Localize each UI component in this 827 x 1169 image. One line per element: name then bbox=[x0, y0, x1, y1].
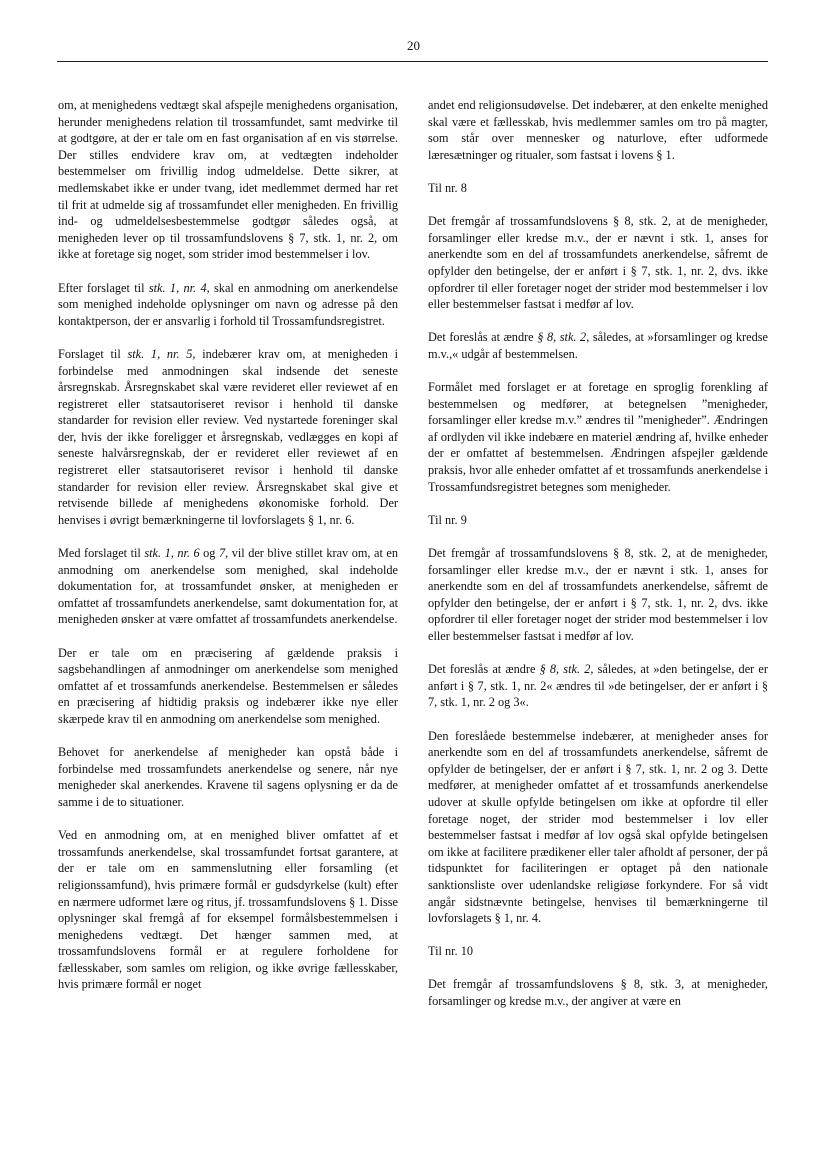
paragraph: Behovet for anerkendelse af menigheder kan opstå både i forbindelse med trossamfundets anerkendelse og senere, når nye menigheder skal anerkendes. Kravene til sagens oplysning er da de samme i de to situationer. bbox=[58, 745, 398, 809]
paragraph: Det fremgår af trossamfundslovens § 8, stk. 2, at de menigheder, forsamlinger eller kredse m.v., der er nævnt i stk. 1, anses for anerkendte som en del af trossamfundets anerkendelse, såfremt de opfylder den betingelse, der er anført i § 7, stk. 1, nr. 2, dvs. ikke opfordrer til eller foretager noget der strider mod bestemmelser i lov eller bestemmelser fastsat i medfør af lov. bbox=[428, 546, 768, 643]
paragraph bbox=[428, 329, 768, 362]
text: Med forslaget til bbox=[58, 546, 145, 561]
section-heading: Til nr. 9 bbox=[428, 512, 467, 527]
paragraph: om, at menighedens vedtægt skal afspejle menighedens organisation, herunder menighedens relation til trossamfundet, samt medvirke til at godtgøre, at der er tale om en fast organisation af en vis størrelse. Der stilles endvidere krav om, at vedtægten indeholder bestemmelser om frivillig indog udmeldelse. Dette sikrer, at medlemskabet ikke er under tvang, idet medlemmet dermed har ret til frit at udmelde sig af trossamfundet eller menigheden. En frivillig ind- og udmeldelsesbestemmelse godtgør således også, at menigheden lever op til trossamfundslovens § 7, stk. 1, nr. 2, om ikke at foretage sig noget, som strider imod bestemmelser i lov. bbox=[58, 98, 398, 262]
paragraph bbox=[428, 661, 768, 711]
paragraph: Ved en anmodning om, at en menighed bliver omfattet af et trossamfunds anerkendelse, skal trossamfundet fortsat garantere, at der er tale om en sammenslutning eller forsamling (et religionssamfund), hvis primære formål er gudsdyrkelse (kult) efter en nærmere udformet lære og ritus, jf. trossamfundslovens § 1. Disse oplysninger skal fremgå af for eksempel formålsbestemmelsen i menighedens vedtægt. Det hænger sammen med, at trossamfundslovens formål er at regulere forholdene for fællesskaber, som samles om religion, og ikke øvrige fællesskaber, hvis primære formål er noget bbox=[58, 828, 398, 992]
paragraph: Der er tale om en præcisering af gældende praksis i sagsbehandlingen af anmodninger om anerkendelse som menighed omfattet af et trossamfunds anerkendelse. Bestemmelsen er således en præcisering af hidtidig praksis og indebærer ikke nye eller skærpede krav til en anmodning om anerkendelse som menighed. bbox=[58, 645, 398, 726]
page-number: 20 bbox=[407, 38, 420, 53]
text: indebærer krav om, at menigheden i forbindelse med anmodningen skal indsende det seneste årsregnskab. Årsregnskabet skal være revideret eller reviewet af en registreret eller statsautoriseret revisor i henhold til danske standarder for revision eller review. Ved nystartede foreninger skal der, hvis der ikke foreligger et årsregnskab, vedlægges en kopi af seneste halvårsregnskab, der er revideret eller reviewet af en registreret eller statsautoriseret revisor i henhold til danske standarder for revision eller review. Årsregnskabet skal give et retvisende billede af menighedens økonomiske forhold. Der henvises i øvrigt bemærkningerne til lovforslagets § 1, nr. 6. bbox=[58, 346, 399, 527]
legal-reference: 7, bbox=[218, 546, 229, 561]
text: Det foreslås at ændre bbox=[428, 662, 540, 677]
text: således, at »den betingelse, der er anført i § 7, stk. 1, nr. 2« ændres til »de betingelser, der er anført i § 7, stk. 1, nr. 2 og 3«. bbox=[428, 662, 768, 710]
header-rule bbox=[57, 61, 768, 62]
legal-reference: stk. 1, nr. 5, bbox=[127, 346, 196, 361]
right-column bbox=[428, 97, 768, 1026]
section-heading: Til nr. 10 bbox=[428, 944, 473, 959]
paragraph bbox=[58, 545, 398, 628]
text: og bbox=[199, 546, 219, 561]
legal-reference: stk. 1, nr. 4, bbox=[148, 280, 210, 295]
paragraph: Den foreslåede bestemmelse indebærer, at menigheder anses for anerkendte som en del af trossamfundets anerkendelse, såfremt de opfylder de betingelser, der er anført i § 7, stk. 1, nr. 2 og 3. Dette medfører, at menigheder omfattet af et trossamfunds anerkendelse udover at skulle opfylde betingelsen om ikke at opfordre til eller foretage noget, der strider mod bestemmelser i lov eller bestemmelser fastsat i medfør af lov også skal opfylde betingelsen om ikke at facilitere prædikener eller taler afholdt af personer, der på tidspunktet for faciliteringen er optaget på den nationale sanktionsliste over udenlandske religiøse forkyndere. For så vidt angår sidstnævnte betingelse, henvises til bemærkningerne til lovforslagets § 1, nr. 4. bbox=[428, 728, 768, 926]
paragraph: andet end religionsudøvelse. Det indebærer, at den enkelte menighed skal være et fællesskab, hvis medlemmer samles om tro på magter, som står over mennesker og naturlove, efter udformede læresætninger og ritualer, som fastsat i lovens § 1. bbox=[428, 98, 768, 162]
left-column bbox=[58, 97, 398, 1010]
paragraph: Det fremgår af trossamfundslovens § 8, stk. 2, at de menigheder, forsamlinger eller kredse m.v., der er nævnt i stk. 1, anses for anerkendte som en del af trossamfundets anerkendelse, såfremt de opfylder den betingelse, der er anført i § 7, stk. 1, nr. 2, dvs. ikke opfordrer til eller foretager noget der strider mod bestemmelser i lov eller bestemmelser fastsat i medfør af lov. bbox=[428, 214, 768, 312]
text: Forslaget til bbox=[58, 346, 128, 361]
text: således, at »forsamlinger og kredse m.v.,« udgår af bestemmelsen. bbox=[428, 330, 768, 361]
paragraph: Formålet med forslaget er at foretage en sproglig forenkling af bestemmelsen og medfører, at betegnelsen ”menigheder, forsamlinger eller kredse m.v.” ændres til ”menigheder”. Ændringen af ordlyden vil ikke indebære en materiel ændring af, hvilke enheder der er omfattet af bestemmelsen. Ændringen afspejler gældende praksis, hvor alle enheder omfattet af et trossamfunds anerkendelse i Trossamfundsregistret betegnes som menigheder. bbox=[428, 380, 768, 494]
text: Efter forslaget til bbox=[58, 280, 149, 295]
paragraph: Det fremgår af trossamfundslovens § 8, stk. 3, at menigheder, forsamlinger og kredse m.v., der angiver at være en bbox=[428, 977, 768, 1009]
legal-reference: § 8, stk. 2, bbox=[537, 330, 590, 345]
text: skal en anmodning om anerkendelse som menighed indeholde oplysninger om navn og adresse på den kontaktperson, der er ansvarlig i forhold til Trossamfundsregistret. bbox=[58, 280, 398, 328]
text: vil der blive stillet krav om, at en anmodning om anerkendelse som menighed, skal indeholde dokumentation for, at trossamfundet ønsker, at menigheden er omfattet af trossamfundets anerkendelse, samt dokumentation for, at menigheden ønsker at være omfattet af trossamfundets anerkendelse. bbox=[58, 546, 398, 627]
text: Det foreslås at ændre bbox=[428, 330, 538, 345]
legal-reference: § 8, stk. 2, bbox=[539, 662, 594, 677]
paragraph bbox=[58, 280, 398, 330]
paragraph bbox=[58, 346, 398, 529]
section-heading: Til nr. 8 bbox=[428, 180, 467, 195]
legal-reference: stk. 1, nr. 6 bbox=[144, 546, 200, 561]
